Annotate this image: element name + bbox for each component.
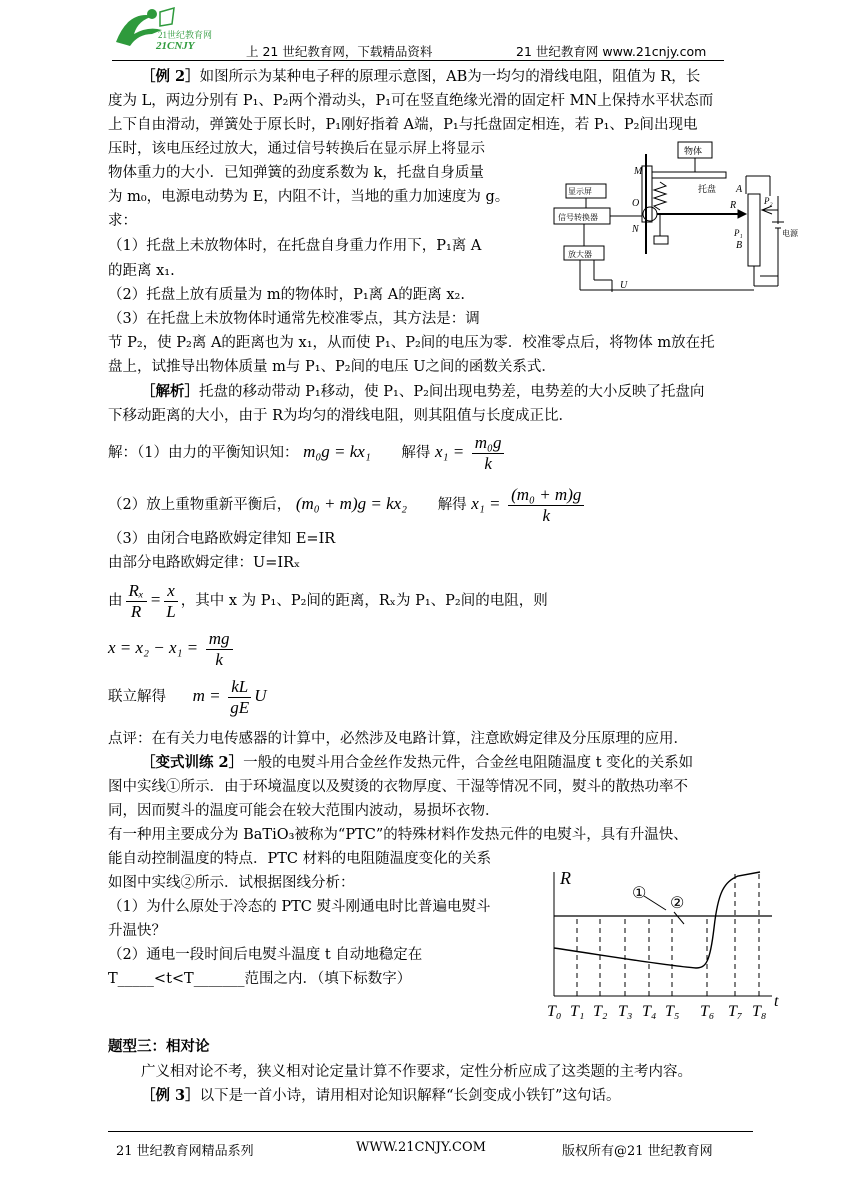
step-6-lhs: x = x₂ − x₁ =	[108, 638, 199, 657]
step-5-fraction-x: $\frac{x}{L}$	[164, 581, 178, 622]
step-7-lhs: m =	[192, 686, 221, 705]
example-3	[141, 1084, 620, 1108]
analysis-line-1	[141, 380, 704, 404]
solution-step-6	[108, 626, 236, 671]
resistance-temperature-graph	[548, 858, 788, 1018]
example-2-line-6: 为 m₀，电源电动势为 E，内阻不计，当地的重力加速度为 g。	[108, 189, 510, 205]
step-7-tail: U	[254, 686, 267, 705]
variant-2-line-3: 同，因而熨斗的温度可能会在较大范围内波动，易损坏衣物．	[108, 803, 500, 819]
example-2-line-5: 物体重力的大小．已知弹簧的劲度系数为 k，托盘自身质量	[108, 165, 484, 181]
question-1-line-1: （1）托盘上未放物体时，在托盘自身重力作用下，P₁离 A	[108, 238, 482, 254]
diagram-label-n: N	[632, 224, 639, 235]
graph-curve-2	[554, 872, 760, 968]
example-3-text: 以下是一首小诗，请用相对论知识解释“长剑变成小铁钉”这句话。	[199, 1088, 621, 1104]
variant-2-text: 一般的电熨斗用合金丝作发热元件，合金丝电阻随温度 t 变化的关系如	[243, 755, 694, 771]
step-2-solve-label: 解得	[437, 497, 467, 513]
diagram-label-o: O	[632, 198, 640, 209]
variant-2-line-2: 图中实线①所示．由于环境温度以及熨烫的衣物厚度、干湿等情况不同，熨斗的散热功率不	[108, 779, 688, 795]
question-3-line-1: （3）在托盘上未放物体时通常先校准零点，其方法是：调	[108, 311, 480, 327]
step-5-prefix: 由	[108, 593, 123, 609]
diagram-label-m: M	[634, 166, 643, 177]
diagram-label-u: U	[620, 280, 628, 291]
site-logo	[108, 4, 228, 52]
example-2-line-3: 上下自由滑动，弹簧处于原长时，P₁刚好指着 A端，P₁与托盘固定相连，若 P₁、P₂间出现电	[108, 117, 698, 133]
solution-step-1	[108, 430, 507, 475]
step-7-fraction: $\frac{kL}{gE}$	[228, 677, 251, 718]
variant-2-question-1-line-1: （1）为什么原处于冷态的 PTC 熨斗刚通电时比普遍电熨斗	[108, 899, 491, 915]
graph-y-label: R	[560, 868, 571, 888]
graph-gridlines	[577, 870, 759, 996]
footer-right-text: 版权所有@21 世纪教育网	[562, 1144, 713, 1159]
step-2-equation: (m₀ + m)g = kx₂	[295, 494, 408, 513]
example-2-line-2: 度为 L，两边分别有 P₁、P₂两个滑动头，P₁可在竖直绝缘光滑的固定杆 MN上保持水平状态而	[108, 93, 714, 109]
variant-2-tag: ［变式训练 2］	[141, 754, 244, 771]
diagram-label-tray: 托盘	[698, 184, 717, 194]
solution-step-5	[108, 578, 548, 623]
graph-tick-label: T₆	[700, 1003, 715, 1020]
solution-step-2	[108, 482, 587, 527]
solution-step-3: （3）由闭合电路欧姆定律知 E=IR	[108, 531, 336, 547]
example-2-tag: ［例 2］	[141, 68, 200, 85]
variant-2-line-5: 能自动控制温度的特点．PTC 材料的电阻随温度变化的关系	[108, 851, 492, 867]
diagram-label-converter: 信号转换器	[558, 213, 598, 222]
analysis-text: 托盘的移动带动 P₁移动，使 P₁、P₂间出现电势差，电势差的大小反映了托盘向	[199, 384, 705, 400]
step-1-solve-label: 解得	[401, 445, 431, 461]
header-rule	[112, 60, 724, 61]
variant-2-question-2-line-2: T_____<t<T_______范围之内．（填下标数字）	[108, 971, 412, 987]
variant-2-question-2-line-1: （2）通电一段时间后电熨斗温度 t 自动地稳定在	[108, 947, 423, 963]
question-1-line-2: 的距离 x₁.	[108, 263, 175, 279]
example-2-line-1	[141, 65, 700, 89]
graph-tick-label: T₄	[642, 1003, 657, 1020]
section-3-line-1: 广义相对论不考，狭义相对论定量计算不作要求，定性分析应成了这类题的主考内容。	[141, 1064, 692, 1080]
variant-2-line-6: 如图中实线②所示．试根据图线分析：	[108, 875, 355, 891]
example-2-text: 如图所示为某种电子秤的原理示意图，AB为一均匀的滑线电阻，阻值为 R，长	[199, 69, 701, 85]
graph-tick-label: T₂	[593, 1003, 608, 1020]
graph-tick-label: T₀	[547, 1003, 562, 1020]
svg-text:21世纪教育网: 21世纪教育网	[158, 30, 213, 40]
step-6-fraction: $\frac{mg}{k}$	[206, 629, 233, 670]
header-left-text: 上 21 世纪教育网，下载精品资料	[246, 44, 433, 59]
step-1-equation: m₀g = kx₁	[303, 442, 371, 461]
graph-curve-1-label: ①	[632, 885, 647, 902]
step-5-equals: =	[149, 590, 162, 609]
step-1-result-lhs: x₁ =	[434, 442, 465, 461]
graph-tick-label: T₅	[665, 1003, 680, 1020]
graph-tick-label: T₁	[570, 1003, 585, 1020]
diagram-label-a: A	[736, 184, 743, 195]
step-1-prefix: 解：（1）由力的平衡知识知：	[108, 445, 299, 461]
step-5-fraction-r: $\frac{\text{Rₓ}}{R}$	[126, 581, 147, 622]
diagram-label-b: B	[736, 240, 743, 251]
question-3-line-3: 盘上，试推导出物体质量 m与 P₁、P₂间的电压 U之间的函数关系式．	[108, 359, 556, 375]
step-2-fraction: $\frac{\text{(m₀ + m)g}}{k}$	[508, 485, 584, 526]
graph-tick-label: T₃	[618, 1003, 633, 1020]
graph-curve-2-label: ②	[670, 895, 685, 912]
step-1-fraction: $\frac{\text{m₀g}}{k}$	[472, 433, 505, 474]
solution-step-4: 由部分电路欧姆定律：U=IRₓ	[108, 555, 301, 571]
section-3-title: 题型三：相对论	[108, 1038, 210, 1055]
footer-rule	[108, 1131, 753, 1132]
comment: 点评：在有关力电传感器的计算中，必然涉及电路计算，注意欧姆定律及分压原理的应用．	[108, 731, 688, 747]
diagram-label-object: 物体	[684, 146, 703, 156]
example-2-line-4: 压时，该电压经过放大，通过信号转换后在显示屏上将显示	[108, 141, 485, 157]
example-2-line-7: 求：	[108, 213, 137, 229]
analysis-line-2: 下移动距离的大小，由于 R为均匀的滑线电阻，则其阻值与长度成正比．	[108, 408, 574, 424]
diagram-label-display: 显示屏	[568, 187, 592, 196]
diagram-label-r: R	[730, 200, 737, 211]
variant-2-line-1	[141, 751, 693, 775]
diagram-label-p1: P₁	[734, 228, 743, 238]
diagram-label-p2: P₂	[764, 196, 773, 206]
solution-step-7	[108, 674, 267, 719]
header-right-text: 21 世纪教育网 www.21cnjy.com	[516, 44, 707, 59]
graph-curve-2-pointer	[674, 912, 684, 924]
footer-left-text: 21 世纪教育网精品系列	[116, 1144, 254, 1159]
question-3-line-2: 节 P₂，使 P₂离 A的距离也为 x₁，从而使 P₁、P₂间的电压为零．校准零点后，将物体 m放在托	[108, 335, 715, 351]
graph-x-label: t	[774, 993, 779, 1010]
variant-2-question-1-line-2: 升温快？	[108, 923, 166, 939]
step-2-prefix: （2）放上重物重新平衡后，	[108, 497, 292, 513]
question-2: （2）托盘上放有质量为 m的物体时，P₁离 A的距离 x₂.	[108, 287, 465, 303]
step-2-result-lhs: x₁ =	[471, 494, 501, 513]
graph-tick-label: T₇	[728, 1003, 743, 1020]
step-7-prefix: 联立解得	[108, 689, 166, 705]
electronic-scale-diagram	[550, 136, 798, 298]
svg-text:21CNJY: 21CNJY	[156, 40, 195, 52]
diagram-label-amplifier: 放大器	[568, 250, 592, 259]
diagram-label-power: 电源	[782, 229, 798, 238]
example-3-tag: ［例 3］	[141, 1087, 200, 1104]
analysis-tag: ［解析］	[141, 383, 199, 400]
step-5-text: ，其中 x 为 P₁、P₂间的距离，Rₓ为 P₁、P₂间的电阻，则	[180, 593, 548, 609]
graph-curve-1-pointer	[644, 896, 666, 910]
variant-2-line-4: 有一种用主要成分为 BaTiO₃被称为“PTC”的特殊材料作发热元件的电熨斗，具有升温快、	[108, 827, 688, 843]
graph-tick-label: T₈	[752, 1003, 767, 1020]
footer-center-text: WWW.21CNJY.COM	[356, 1140, 486, 1155]
